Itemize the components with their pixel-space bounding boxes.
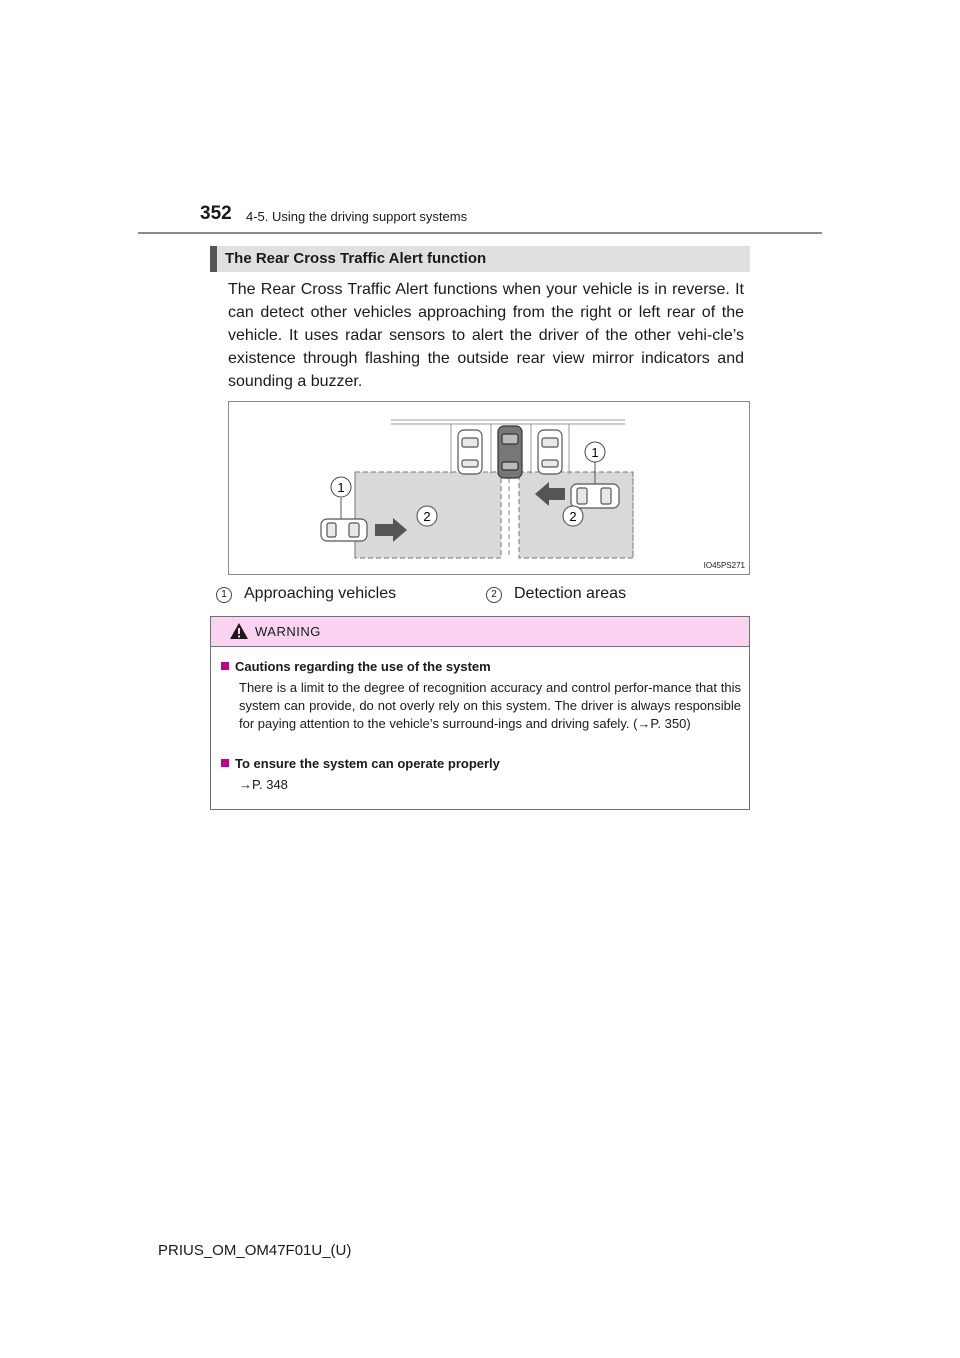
rcta-illustration (228, 401, 750, 575)
legend-item-detection-areas (486, 585, 626, 603)
section-body: The Rear Cross Traffic Alert functions when your vehicle is in reverse. It can detect other vehicles approaching from the right or left rear of the vehicle. It uses radar sensors to alert the driver of the other vehi-cle’s existence through flashing the outside rear view mirror indicators and sounding a buzzer. (228, 281, 744, 390)
warning-heading-cautions: Cautions regarding the use of the system (221, 659, 491, 674)
parked-car-left (458, 430, 482, 474)
legend-label: Detection areas (514, 585, 627, 602)
legend-number: 1 (216, 587, 232, 603)
warning-triangle-icon (229, 622, 249, 640)
chapter-title: 4-5. Using the driving support systems (246, 209, 468, 224)
approaching-vehicle-left (321, 519, 367, 541)
section-title: The Rear Cross Traffic Alert function (210, 246, 750, 272)
parked-car-right (538, 430, 562, 474)
bullet-square-icon (221, 662, 229, 670)
warning-box (210, 616, 750, 810)
warning-text-cautions: There is a limit to the degree of recognition accuracy and control perfor-mance that this system can provide, do not overly rely on this system. The driver is always responsible for paying attention to the vehicle’s surround-ings and driving safely. (→P. 350) (239, 680, 741, 731)
callout-1-left: 1 (337, 480, 345, 495)
warning-heading-operate: To ensure the system can operate properly (221, 756, 500, 771)
page-number: 352 (200, 203, 232, 224)
callout-2-left: 2 (423, 509, 431, 524)
warning-header (211, 617, 749, 647)
warning-text-operate: →P. 348 (239, 777, 288, 792)
callout-1-right: 1 (591, 445, 599, 460)
callout-2-right: 2 (569, 509, 577, 524)
bullet-square-icon (221, 759, 229, 767)
approaching-vehicle-right (571, 484, 619, 508)
legend-number: 2 (486, 587, 502, 603)
legend-label: Approaching vehicles (244, 585, 397, 602)
warning-label: WARNING (255, 624, 321, 639)
footer-code: PRIUS_OM_OM47F01U_(U) (158, 1242, 352, 1259)
header-rule (138, 232, 822, 234)
figure-code: IO45PS271 (703, 561, 745, 570)
legend-item-approaching-vehicles (216, 585, 396, 603)
reversing-vehicle (498, 426, 522, 478)
